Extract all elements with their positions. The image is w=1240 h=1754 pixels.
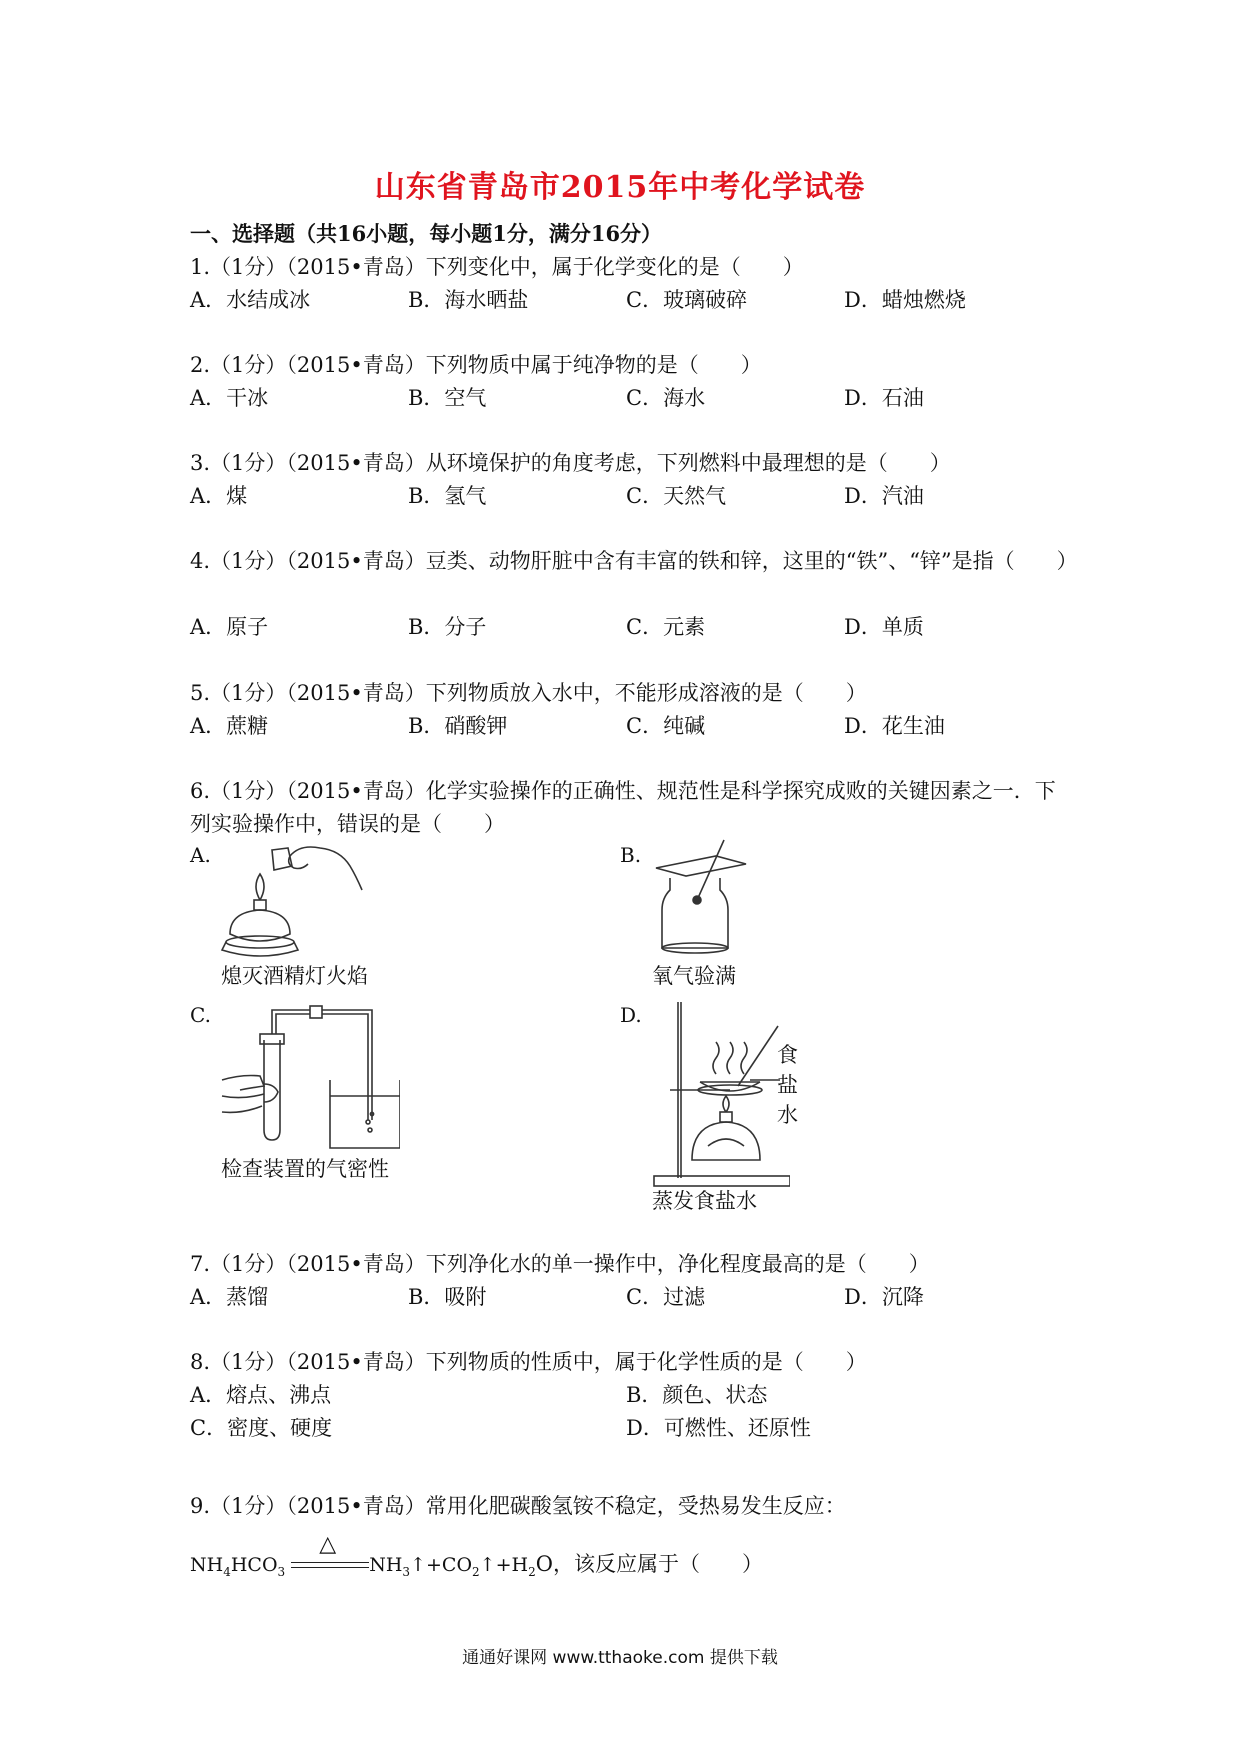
option-c[interactable]: C．海水	[626, 386, 706, 410]
question-6-stem: 6.（1分）（2015•青岛）化学实验操作的正确性、规范性是科学探究成败的关键因素之一．下列实验操作中，错误的是（ ）	[190, 779, 1056, 836]
option-a[interactable]: A．蔗糖	[190, 714, 269, 738]
question-3-stem: 3.（1分）（2015•青岛）从环境保护的角度考虑，下列燃料中最理想的是（ ）	[190, 451, 951, 475]
option-b[interactable]: B．海水晒盐	[408, 288, 529, 312]
option-a[interactable]: A．水结成冰	[190, 288, 311, 312]
option-b[interactable]: B．氢气	[408, 484, 487, 508]
option-a[interactable]: A．原子	[190, 615, 269, 639]
figure-a-caption: 熄灭酒精灯火焰	[221, 964, 368, 988]
gas-bottle-icon	[650, 838, 760, 958]
option-a[interactable]: A．蒸馏	[190, 1285, 269, 1309]
option-c[interactable]: C．纯碱	[626, 714, 706, 738]
option-c[interactable]: C．密度、硬度	[190, 1416, 333, 1440]
option-a[interactable]: A．干冰	[190, 386, 269, 410]
figure-b-letter[interactable]: B.	[620, 843, 642, 867]
question-2-options	[190, 382, 1070, 415]
question-7-stem: 7.（1分）（2015•青岛）下列净化水的单一操作中，净化程度最高的是（ ）	[190, 1252, 930, 1276]
option-d[interactable]: D．可燃性、还原性	[626, 1416, 811, 1440]
question-1-options	[190, 284, 1070, 317]
figure-c-caption: 检查装置的气密性	[221, 1157, 389, 1181]
section-heading: 一、选择题（共16小题，每小题1分，满分16分）	[190, 221, 663, 246]
question-5-options	[190, 710, 1070, 743]
option-d[interactable]: D．蜡烛燃烧	[844, 288, 966, 312]
option-b[interactable]: B．吸附	[408, 1285, 487, 1309]
option-b[interactable]: B．颜色、状态	[626, 1383, 768, 1407]
page-title: 山东省青岛市2015年中考化学试卷	[374, 170, 866, 205]
option-c[interactable]: C．过滤	[626, 1285, 706, 1309]
question-1-stem: 1.（1分）（2015•青岛）下列变化中，属于化学变化的是（ ）	[190, 255, 804, 279]
alcohol-lamp-icon	[220, 838, 370, 968]
salt-water-label: 食 盐 水	[777, 1043, 798, 1127]
option-d[interactable]: D．单质	[844, 615, 924, 639]
question-9-stem: 9.（1分）（2015•青岛）常用化肥碳酸氢铵不稳定，受热易发生反应：	[190, 1494, 846, 1518]
figure-b-caption: 氧气验满	[652, 964, 736, 988]
reaction-condition: △	[291, 1556, 369, 1576]
option-b[interactable]: B．分子	[408, 615, 487, 639]
question-8-stem: 8.（1分）（2015•青岛）下列物质的性质中，属于化学性质的是（ ）	[190, 1350, 867, 1374]
option-b[interactable]: B．硝酸钾	[408, 714, 508, 738]
question-5-stem: 5.（1分）（2015•青岛）下列物质放入水中，不能形成溶液的是（ ）	[190, 681, 867, 705]
figure-d-caption: 蒸发食盐水	[652, 1189, 757, 1213]
question-4-options	[190, 611, 1070, 644]
airtightness-apparatus-icon	[220, 1000, 400, 1155]
option-b[interactable]: B．空气	[408, 386, 487, 410]
option-d[interactable]: D．石油	[844, 386, 924, 410]
question-8-options-row2	[190, 1412, 1070, 1445]
question-8-options-row1	[190, 1379, 1070, 1412]
option-d[interactable]: D．汽油	[844, 484, 924, 508]
option-c[interactable]: C．天然气	[626, 484, 727, 508]
question-4-stem: 4.（1分）（2015•青岛）豆类、动物肝脏中含有丰富的铁和锌，这里的“铁”、“锌”是指（ ）	[190, 549, 1078, 573]
option-a[interactable]: A．熔点、沸点	[190, 1383, 332, 1407]
figure-d-letter[interactable]: D.	[620, 1003, 642, 1027]
option-a[interactable]: A．煤	[190, 484, 248, 508]
question-7-options	[190, 1281, 1070, 1314]
option-c[interactable]: C．玻璃破碎	[626, 288, 748, 312]
page-footer: 通通好课网 www.tthaoke.com 提供下载	[462, 1648, 778, 1668]
option-d[interactable]: D．花生油	[844, 714, 945, 738]
chemical-equation: $NH_4HCO_3$ △ $NH_3↑+CO_2↑+H_2O$，该反应属于（ ）	[190, 1532, 763, 1579]
question-3-options	[190, 480, 1070, 513]
option-c[interactable]: C．元素	[626, 615, 706, 639]
figure-c-letter[interactable]: C.	[190, 1003, 211, 1027]
figure-a-letter[interactable]: A.	[190, 843, 211, 867]
evaporation-apparatus-icon	[650, 1000, 790, 1190]
option-d[interactable]: D．沉降	[844, 1285, 924, 1309]
question-2-stem: 2.（1分）（2015•青岛）下列物质中属于纯净物的是（ ）	[190, 353, 762, 377]
